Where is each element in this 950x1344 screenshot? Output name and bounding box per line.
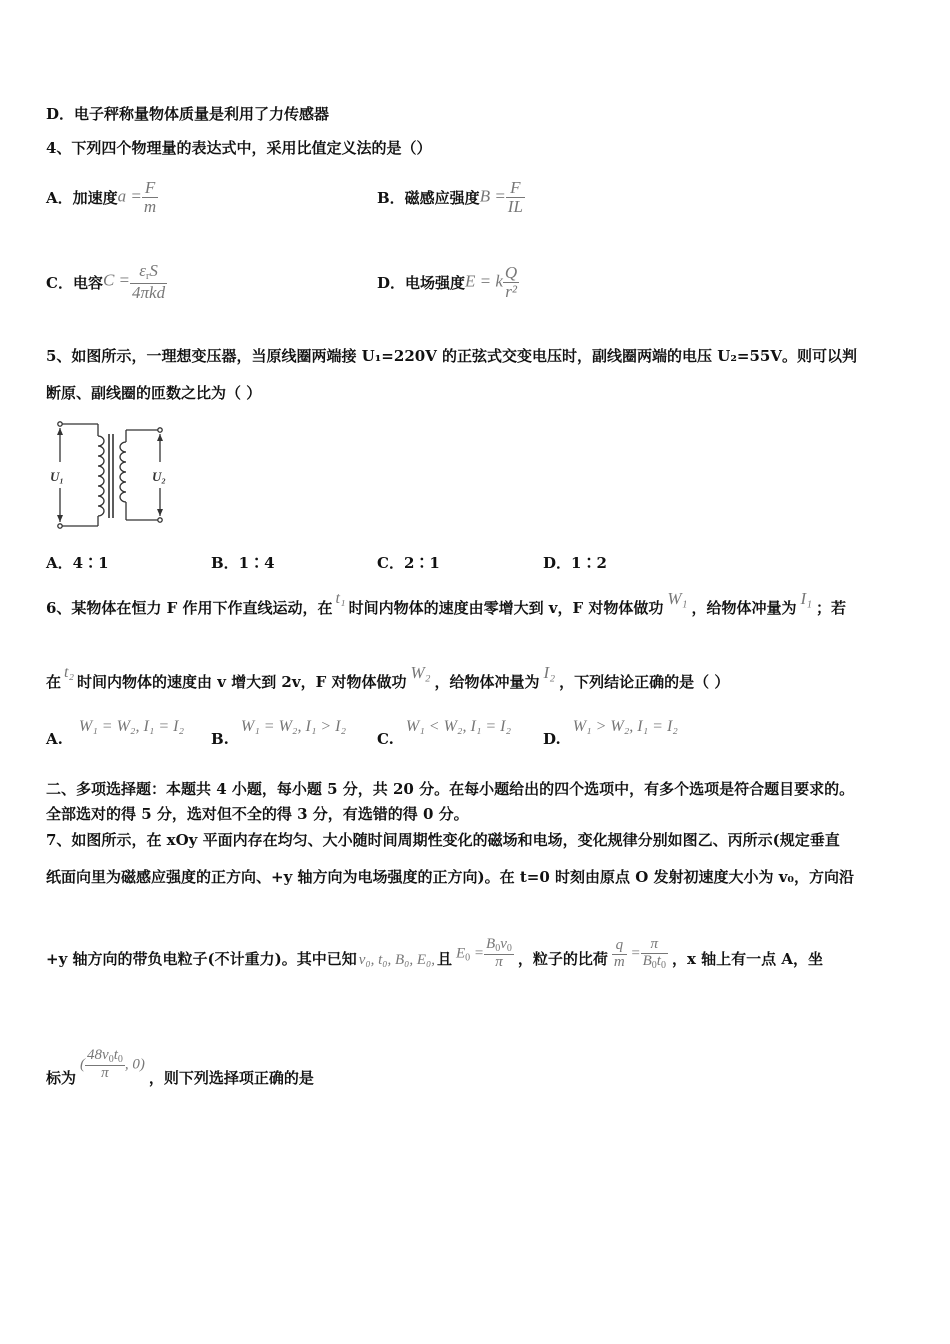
transformer-diagram [46, 412, 176, 536]
q6-option-b[interactable]: B. W₁ = W₂, I₁ > I₂ [211, 718, 347, 748]
section2-heading-line1: 二、多项选择题：本题共 4 小题，每小题 5 分，共 20 分。在每小题给出的四个选项中，有多个选项是符合题目要求的。 [46, 780, 855, 798]
w1-symbol: W₁ [667, 589, 688, 608]
q5-stem-line1: 5、如图所示，一理想变压器，当原线圈两端接 U₁=220V 的正弦式交变电压时，副线圈两端的电压 U₂=55V。则可以判 [46, 347, 858, 365]
q6-option-d[interactable]: D. W₁ > W₂, I₁ = I₂ [543, 718, 678, 748]
q4-option-a[interactable] [46, 172, 158, 222]
q7-stem-line4: 标为 ( $\frac{48v_0t_0}{\pi}$ , 0) ，则下列选择项正确的是 [46, 1046, 314, 1087]
q4-stem: 4、下列四个物理量的表达式中，采用比值定义法的是（） [46, 139, 432, 157]
q5-option-c[interactable]: C．2∶1 [377, 554, 440, 572]
i1-symbol: I₁ [800, 589, 813, 608]
q4-option-c[interactable] [46, 255, 167, 309]
charge-mass-ratio-formula: $\frac{q}{m}$ = $\frac{\pi}{B_0t_0}$ [613, 935, 666, 971]
q6-stem-line1: 6、某物体在恒力 F 作用下作直线运动，在 t₁ 时间内物体的速度由零增大到 v，F 对物体做功 W₁ ，给物体冲量为 I₁ ；若 [46, 589, 847, 617]
t1-symbol: t₁ [335, 590, 346, 607]
q4-option-d-label: D．电场强度 [377, 273, 466, 292]
q6-stem-line2: 在 t₂ 时间内物体的速度由 v 增大到 2v，F 对物体做功 W₂ ，给物体冲量为 I₂ ，下列结论正确的是（ ） [46, 663, 730, 691]
point-a-coordinate: ( $\frac{48v_0t_0}{\pi}$ , 0) [80, 1046, 145, 1082]
e0-formula: $E_0$ = $\frac{B_0v_0}{\pi}$ [455, 935, 512, 971]
q4-option-c-formula: C = $\frac{\varepsilon_rS}{\text{4πkd}}$ [102, 261, 166, 302]
q5-stem-line2: 断原、副线圈的匝数之比为（ ） [46, 384, 262, 402]
q5-option-b[interactable]: B．1∶4 [211, 554, 275, 572]
section2-heading-line2: 全部选对的得 5 分，选对但不全的得 3 分，有选错的得 0 分。 [46, 805, 469, 823]
q4-option-d[interactable] [377, 255, 519, 309]
q5-option-a[interactable]: A．4∶1 [46, 554, 109, 572]
fig-label-u2: U₂ [152, 469, 166, 484]
option-d-text: D．电子秤称量物体质量是利用了力传感器 [46, 105, 330, 123]
q7-stem-line1: 7、如图所示，在 xOy 平面内存在均匀、大小随时间周期性变化的磁场和电场，变化规律分别如图乙、丙所示(规定垂直 [46, 831, 840, 849]
q6-option-c[interactable]: C. W₁ < W₂, I₁ = I₂ [377, 718, 512, 748]
q4-option-b-formula: B = $\frac{F}{IL}$ [479, 177, 523, 216]
q6-option-a[interactable]: A. W₁ = W₂, I₁ = I₂ [46, 718, 185, 748]
q5-option-d[interactable]: D．1∶2 [543, 554, 607, 572]
q4-option-a-label: A．加速度 [46, 188, 118, 207]
fig-label-u1: U₁ [50, 469, 64, 484]
t2-symbol: t₂ [64, 664, 75, 681]
q4-option-a-formula: a = $\frac{F}{m}$ [117, 177, 157, 216]
q4-option-c-label: C．电容 [46, 273, 103, 292]
q7-stem-line2: 纸面向里为磁感应强度的正方向、+y 轴方向为电场强度的正方向)。在 t=0 时刻由原点 O 发射初速度大小为 v₀，方向沿 [46, 868, 855, 886]
known-quantities: v₀, t₀, B₀, E₀, [358, 951, 435, 968]
w2-symbol: W₂ [410, 663, 431, 682]
q4-option-b-label: B．磁感应强度 [377, 188, 480, 207]
q4-option-d-formula: E = k $\frac{Q}{\text{r²}}$ [465, 262, 518, 301]
q4-option-b[interactable] [377, 172, 525, 222]
q7-stem-line3: +y 轴方向的带负电粒子(不计重力)。其中已知 v₀, t₀, B₀, E₀, 且 $E_0$ = $\frac{B_0v_0}{\pi}$ ，粒子的比荷 $\frac{q}{m}$ = $\frac{\pi}{B_0t_0}$ ，x 轴上有一点 A，坐 [46, 935, 823, 971]
i2-symbol: I₂ [543, 663, 556, 682]
